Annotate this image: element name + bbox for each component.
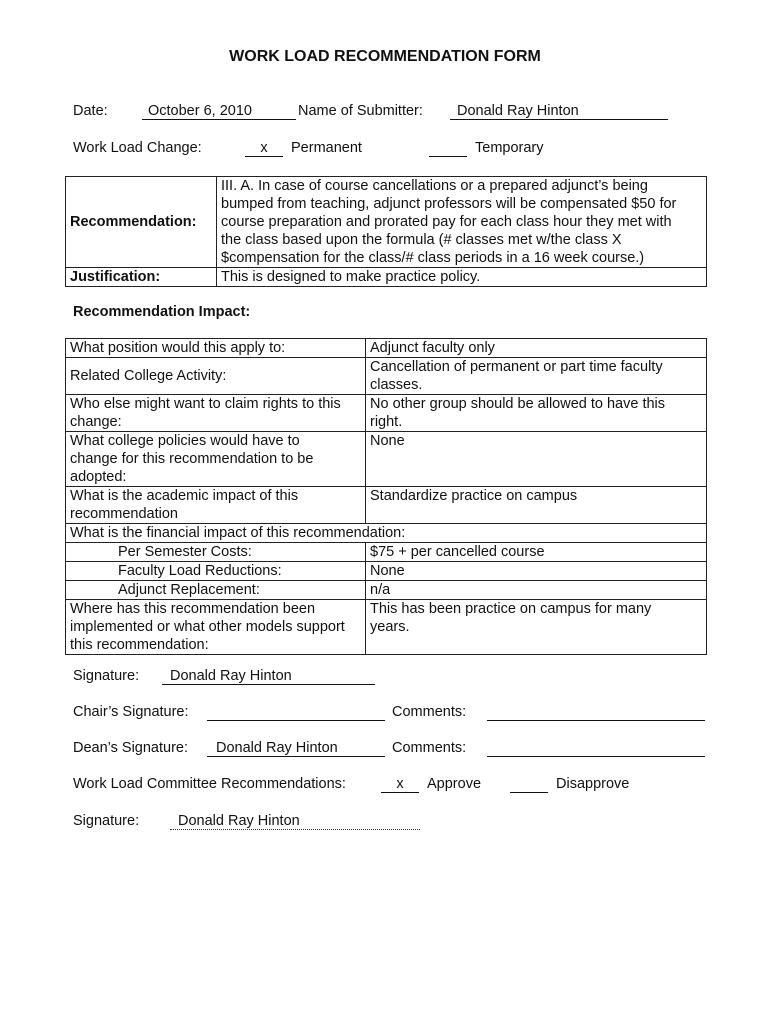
- work-load-change-label: Work Load Change:: [73, 140, 202, 156]
- recommendation-line: $compensation for the class/# class periods in a 16 week course.): [221, 250, 645, 266]
- signature-field[interactable]: Donald Ray Hinton: [162, 668, 375, 685]
- dean-comments-field[interactable]: [487, 740, 705, 757]
- signature-label: Signature:: [73, 668, 140, 684]
- dean-signature-label: Dean’s Signature:: [73, 740, 189, 756]
- permanent-checkbox[interactable]: x: [245, 140, 283, 157]
- table-row: [66, 358, 707, 395]
- chair-comments-field[interactable]: [487, 704, 705, 721]
- table-row: [66, 432, 707, 487]
- dean-comments-label: Comments:: [392, 740, 467, 756]
- final-signature-field[interactable]: Donald Ray Hinton: [170, 813, 420, 830]
- impact-question: Where has this recommendation been implemented or what other models support this recommendation:: [66, 600, 366, 655]
- table-row: [66, 581, 707, 600]
- approve-label: Approve: [427, 776, 482, 792]
- justification-text: This is designed to make practice policy.: [217, 268, 707, 287]
- justification-label: Justification:: [66, 268, 217, 287]
- table-row: [66, 524, 707, 543]
- chair-signature-field[interactable]: [207, 704, 385, 721]
- impact-answer: This has been practice on campus for many years.: [366, 600, 707, 655]
- table-row: [66, 600, 707, 655]
- financial-question: Adjunct Replacement:: [66, 581, 366, 600]
- financial-question: Faculty Load Reductions:: [66, 562, 366, 581]
- impact-answer: None: [366, 432, 707, 487]
- impact-question: What college policies would have to change for this recommendation to be adopted:: [66, 432, 366, 487]
- recommendation-line: course preparation and prorated pay for each class hour they met with: [221, 214, 672, 230]
- financial-answer: n/a: [366, 581, 707, 600]
- impact-heading: Recommendation Impact:: [73, 304, 251, 320]
- financial-question: Per Semester Costs:: [66, 543, 366, 562]
- table-row: [66, 543, 707, 562]
- form-title: WORK LOAD RECOMMENDATION FORM: [229, 48, 541, 65]
- impact-table: [65, 338, 707, 655]
- submitter-label: Name of Submitter:: [298, 103, 423, 119]
- financial-impact-label: What is the financial impact of this recommendation:: [66, 524, 707, 543]
- temporary-checkbox[interactable]: [429, 140, 467, 157]
- financial-answer: None: [366, 562, 707, 581]
- disapprove-checkbox[interactable]: [510, 776, 548, 793]
- chair-signature-label: Chair’s Signature:: [73, 704, 189, 720]
- temporary-label: Temporary: [475, 140, 544, 156]
- date-label: Date:: [73, 103, 108, 119]
- impact-answer: Cancellation of permanent or part time faculty classes.: [366, 358, 707, 395]
- submitter-field[interactable]: Donald Ray Hinton: [450, 103, 668, 120]
- impact-question: Related College Activity:: [66, 358, 366, 395]
- permanent-label: Permanent: [291, 140, 362, 156]
- financial-answer: $75 + per cancelled course: [366, 543, 707, 562]
- final-signature-label: Signature:: [73, 813, 140, 829]
- table-row: [66, 395, 707, 432]
- chair-comments-label: Comments:: [392, 704, 467, 720]
- recommendation-text: [217, 177, 707, 268]
- table-row: [66, 339, 707, 358]
- impact-answer: Adjunct faculty only: [366, 339, 707, 358]
- impact-answer: No other group should be allowed to have this right.: [366, 395, 707, 432]
- recommendation-line: bumped from teaching, adjunct professors will be compensated $50 for: [221, 196, 677, 212]
- disapprove-label: Disapprove: [556, 776, 630, 792]
- impact-question: What is the academic impact of this recommendation: [66, 487, 366, 524]
- recommendation-line: III. A. In case of course cancellations or a prepared adjunct’s being: [221, 178, 648, 194]
- recommendation-line: the class based upon the formula (# classes met w/the class X: [221, 232, 622, 248]
- date-field[interactable]: October 6, 2010: [142, 103, 296, 120]
- table-row: [66, 487, 707, 524]
- approve-checkbox[interactable]: x: [381, 776, 419, 793]
- dean-signature-field[interactable]: Donald Ray Hinton: [207, 740, 385, 757]
- impact-question: Who else might want to claim rights to this change:: [66, 395, 366, 432]
- impact-answer: Standardize practice on campus: [366, 487, 707, 524]
- recommendation-label: Recommendation:: [66, 177, 217, 268]
- impact-question: What position would this apply to:: [66, 339, 366, 358]
- table-row: [66, 562, 707, 581]
- recommendation-table: [65, 176, 707, 287]
- committee-recommendation-label: Work Load Committee Recommendations:: [73, 776, 346, 792]
